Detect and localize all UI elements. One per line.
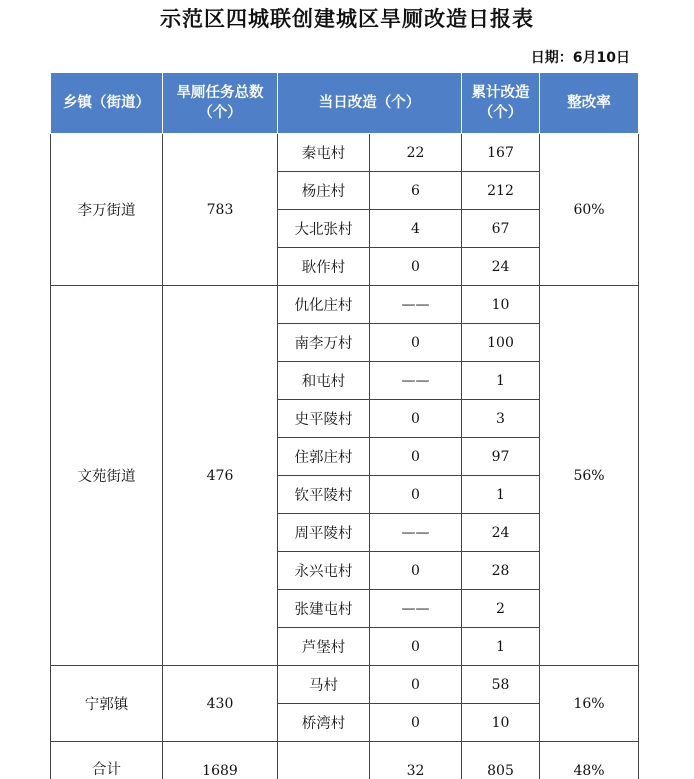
village-cell: 和屯村 [278,362,370,400]
task-total-cell: 476 [163,286,278,666]
village-cell: 永兴屯村 [278,552,370,590]
cumulative-cell: 67 [462,210,540,248]
report-date: 日期：6月10日 [530,50,630,66]
daily-cell: 0 [370,666,462,704]
daily-cell: 0 [370,438,462,476]
village-cell: 马村 [278,666,370,704]
village-cell: 住郭庄村 [278,438,370,476]
cumulative-cell: 24 [462,248,540,286]
village-cell: 南李万村 [278,324,370,362]
town-cell: 文苑街道 [51,286,163,666]
task-total-cell: 783 [163,134,278,286]
cumulative-cell: 212 [462,172,540,210]
daily-cell: 0 [370,552,462,590]
village-cell: 史平陵村 [278,400,370,438]
header-cumulative-line2: （个） [478,105,523,121]
header-cumulative-line1: 累计改造 [471,85,530,101]
total-row [51,742,639,779]
header-daily [278,73,462,134]
daily-cell: 0 [370,476,462,514]
report-title: 示范区四城联创建城区旱厕改造日报表 [160,7,534,31]
header-cumulative [462,73,540,134]
village-cell: 秦屯村 [278,134,370,172]
daily-cell: —— [370,514,462,552]
cumulative-cell: 97 [462,438,540,476]
daily-cell: 6 [370,172,462,210]
header-town [51,73,163,134]
cumulative-cell: 24 [462,514,540,552]
village-cell: 张建屯村 [278,590,370,628]
cumulative-cell: 28 [462,552,540,590]
cumulative-cell: 100 [462,324,540,362]
header-rate [540,73,639,134]
total-rate-cell: 48% [540,742,639,779]
daily-cell: 0 [370,324,462,362]
table-row [51,666,639,704]
town-cell: 宁郭镇 [51,666,163,742]
village-cell: 杨庄村 [278,172,370,210]
header-rate-label: 整改率 [567,95,611,111]
daily-cell: 0 [370,248,462,286]
rate-cell: 56% [540,286,639,666]
town-cell: 李万街道 [51,134,163,286]
header-row [51,73,639,134]
cumulative-cell: 58 [462,666,540,704]
village-cell: 周平陵村 [278,514,370,552]
total-daily-cell: 32 [370,742,462,779]
village-cell: 芦堡村 [278,628,370,666]
table-row [51,134,639,172]
cumulative-cell: 3 [462,400,540,438]
cumulative-cell: 1 [462,628,540,666]
total-cumulative-cell: 805 [462,742,540,779]
cumulative-cell: 10 [462,704,540,742]
table-row [51,286,639,324]
village-cell: 仇化庄村 [278,286,370,324]
daily-cell: 4 [370,210,462,248]
toilet-renovation-table [50,72,639,779]
daily-cell: 0 [370,400,462,438]
total-label-cell: 合计 [51,742,163,779]
village-cell: 桥湾村 [278,704,370,742]
daily-cell: —— [370,286,462,324]
cumulative-cell: 167 [462,134,540,172]
rate-cell: 16% [540,666,639,742]
header-total-line2: （个） [198,105,242,121]
header-total-line1: 旱厕任务总数 [176,85,264,101]
header-town-label: 乡镇（街道） [63,95,150,111]
total-empty-cell [278,742,370,779]
daily-cell: 0 [370,704,462,742]
village-cell: 大北张村 [278,210,370,248]
daily-cell: —— [370,590,462,628]
daily-cell: 0 [370,628,462,666]
header-total [163,73,278,134]
rate-cell: 60% [540,134,639,286]
total-task-cell: 1689 [163,742,278,779]
task-total-cell: 430 [163,666,278,742]
header-daily-label: 当日改造（个） [318,95,421,111]
daily-cell: 22 [370,134,462,172]
village-cell: 耿作村 [278,248,370,286]
daily-cell: —— [370,362,462,400]
cumulative-cell: 2 [462,590,540,628]
cumulative-cell: 1 [462,362,540,400]
cumulative-cell: 10 [462,286,540,324]
village-cell: 钦平陵村 [278,476,370,514]
cumulative-cell: 1 [462,476,540,514]
